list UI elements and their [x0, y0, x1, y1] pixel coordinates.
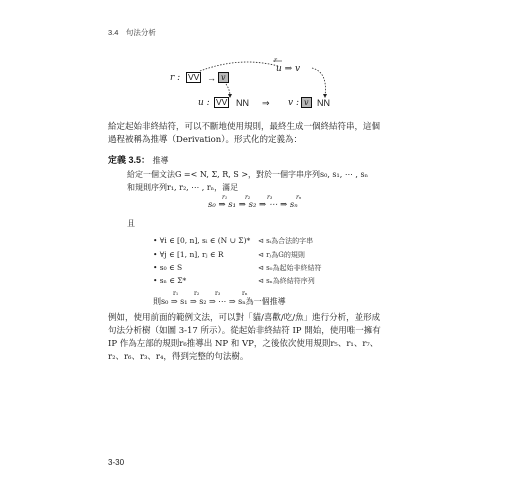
over-label: r₁ — [173, 290, 179, 297]
v-label: v : — [288, 98, 299, 108]
condition-2: • ∀j ∈ [1, n], rⱼ ∈ R — [153, 250, 224, 259]
implies-icon: ⇒ — [262, 98, 270, 108]
example-line: 例如，使用前面的範例文法，可以對「貓/喜歡/吃/魚」進行分析，並形成 — [108, 313, 381, 323]
over-label: r₂ — [194, 290, 200, 297]
vv-box-top: VV — [188, 72, 200, 82]
and-label: 且 — [127, 219, 135, 228]
definition-number: 定義 3.5： — [108, 155, 151, 165]
condition-3-note: ⊲ s₀為起始非終結符 — [258, 264, 322, 272]
condition-2-note: ⊲ rⱼ為G的規則 — [258, 251, 305, 259]
definition-name: 推導 — [152, 156, 169, 165]
condition-3: • s₀ ∈ S — [153, 263, 183, 272]
rule-application-diagram — [160, 58, 360, 116]
r-label: r : — [170, 73, 181, 83]
over-label: r₃ — [215, 290, 221, 297]
over-label: rₙ — [296, 194, 302, 201]
vv-box-bottom: VV — [216, 97, 228, 107]
derivation-chain — [208, 194, 302, 210]
example-line: IP 作為左部的規則r₆推導出 NP 和 VP，之後依次使用規則r₅、r₁、r₇、 — [108, 339, 379, 349]
rule-u-implies-v: u ⇒ v — [276, 64, 301, 74]
condition-4: • sₙ ∈ Σ* — [153, 276, 187, 285]
intro-paragraph — [108, 121, 380, 146]
condition-4-note: ⊲ sₙ為終結符序列 — [258, 277, 315, 285]
over-label: r₃ — [267, 194, 273, 201]
arrow-right-icon: → — [207, 73, 216, 83]
intro-line: 給定起始非終結符，可以不斷地使用規則，最終生成一個終結符串，這個 — [108, 122, 381, 132]
dotted-arc-right — [312, 68, 325, 96]
v-box-bottom: v — [301, 97, 312, 108]
rule-r-label: r — [274, 57, 277, 64]
definition-line-2: 和規則序列r₁, r₂, ⋯ , rₙ，滿足 — [127, 183, 239, 192]
example-line: r₂、r₆、r₃、r₄，得到完整的句法樹。 — [108, 352, 249, 362]
nn-right: NN — [317, 98, 330, 108]
condition-1: • ∀i ∈ [0, n], sᵢ ∈ (N ∪ Σ)* — [153, 236, 251, 245]
over-label: rₙ — [242, 290, 248, 297]
u-label: u : — [198, 98, 210, 108]
intro-line: 過程被稱為推導（Derivation）。形式化的定義為： — [108, 134, 302, 145]
example-paragraph — [108, 312, 381, 364]
dotted-arc-left — [200, 62, 278, 71]
example-line: 句法分析樹（如圖 3-17 所示）。從起始非終結符 IP 開始，使用唯一擁有 — [108, 326, 381, 336]
over-label: r₁ — [222, 194, 228, 201]
conclusion-text: 則s₀ ⇒ s₁ ⇒ s₂ ⇒ ⋯ ⇒ sₙ為一個推導 — [153, 297, 286, 306]
over-label: r₂ — [245, 194, 251, 201]
derivation-text: s₀ ⇒ s₁ ⇒ s₂ ⇒ ⋯ ⇒ sₙ — [208, 200, 298, 210]
nn-left: NN — [236, 98, 249, 108]
v-box-top: v — [218, 72, 229, 83]
condition-1-note: ⊲ sᵢ為合法的字串 — [258, 237, 314, 245]
running-header: 3.4 句法分析 — [108, 28, 156, 37]
definition-title — [108, 153, 169, 166]
definition-line-1: 給定一個文法G =< N, Σ, R, S >，對於一個字串序列s₀, s₁, ⋯ , sₙ — [127, 170, 369, 179]
conclusion — [153, 290, 286, 307]
diagram-arrows — [160, 58, 360, 116]
page-number: 3-30 — [108, 458, 125, 467]
